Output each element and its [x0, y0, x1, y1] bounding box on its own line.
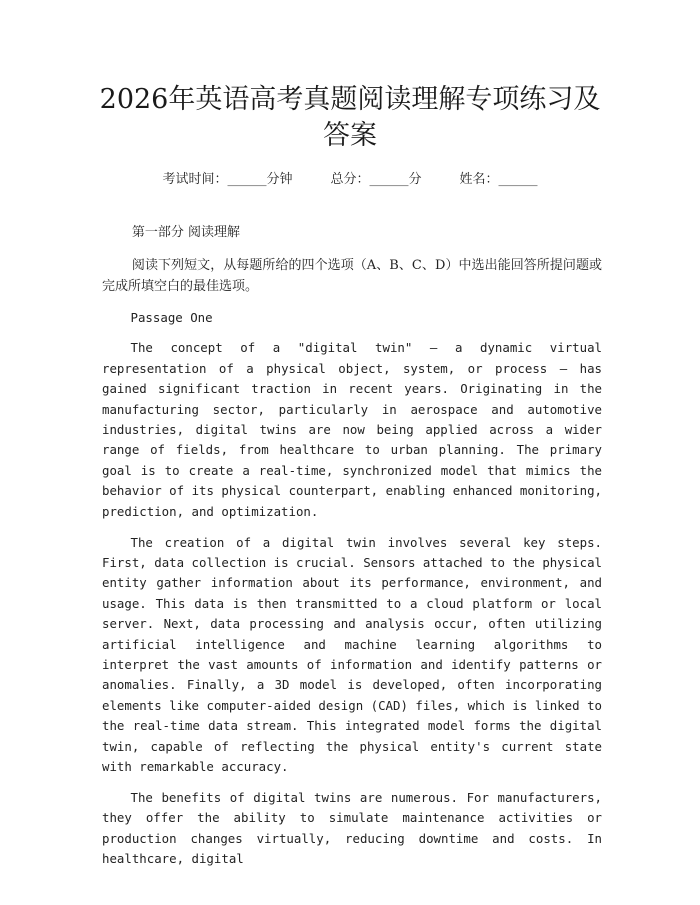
passage-label: Passage One [130, 309, 213, 325]
total-score-label: 总分：______分 [330, 172, 422, 187]
document-title: 2026年英语高考真题阅读理解专项练习及答案 [99, 84, 601, 151]
paragraph: The creation of a digital twin involves several key steps. First, data collection is crucial. Sensors attached to the physical entity gather information about its performance, environment, and usage. This data is then transmitted to a cloud platform or local server. Next, data processing and analysis occur, often utilizing artificial intelligence and machine learning algorithms to interpret the vast amounts of information and identify patterns or anomalies. Finally, a 3D model is developed, often incorporating elements like computer-aided design (CAD) files, which is linked to the real-time data stream. This integrated model forms the digital twin, capable of reflecting the physical entity's current state with remarkable accuracy. [102, 534, 602, 775]
exam-meta [0, 168, 700, 187]
paragraph: The concept of a "digital twin" – a dynamic virtual representation of a physical object, system, or process – has gained significant traction in recent years. Originating in the manufacturing sector, particularly in aerospace and automotive industries, digital twins are now being applied across a wider range of fields, from healthcare to urban planning. The primary goal is to create a real-time, synchronized model that mimics the behavior of its physical counterpart, enabling enhanced monitoring, prediction, and optimization. [102, 340, 602, 519]
section-title: 第一部分 阅读理解 [131, 225, 241, 240]
instructions: 阅读下列短文，从每题所给的四个选项（A、B、C、D）中选出能回答所提问题或完成所填空白的最佳选项。 [102, 258, 602, 294]
student-name-label: 姓名：______ [459, 172, 538, 187]
document-body [102, 222, 602, 880]
exam-time-label: 考试时间：______分钟 [162, 172, 293, 187]
paragraph: The benefits of digital twins are numerous. For manufacturers, they offer the ability to simulate maintenance activities or production changes virtually, reducing downtime and costs. In healthcare, digital [102, 789, 602, 867]
